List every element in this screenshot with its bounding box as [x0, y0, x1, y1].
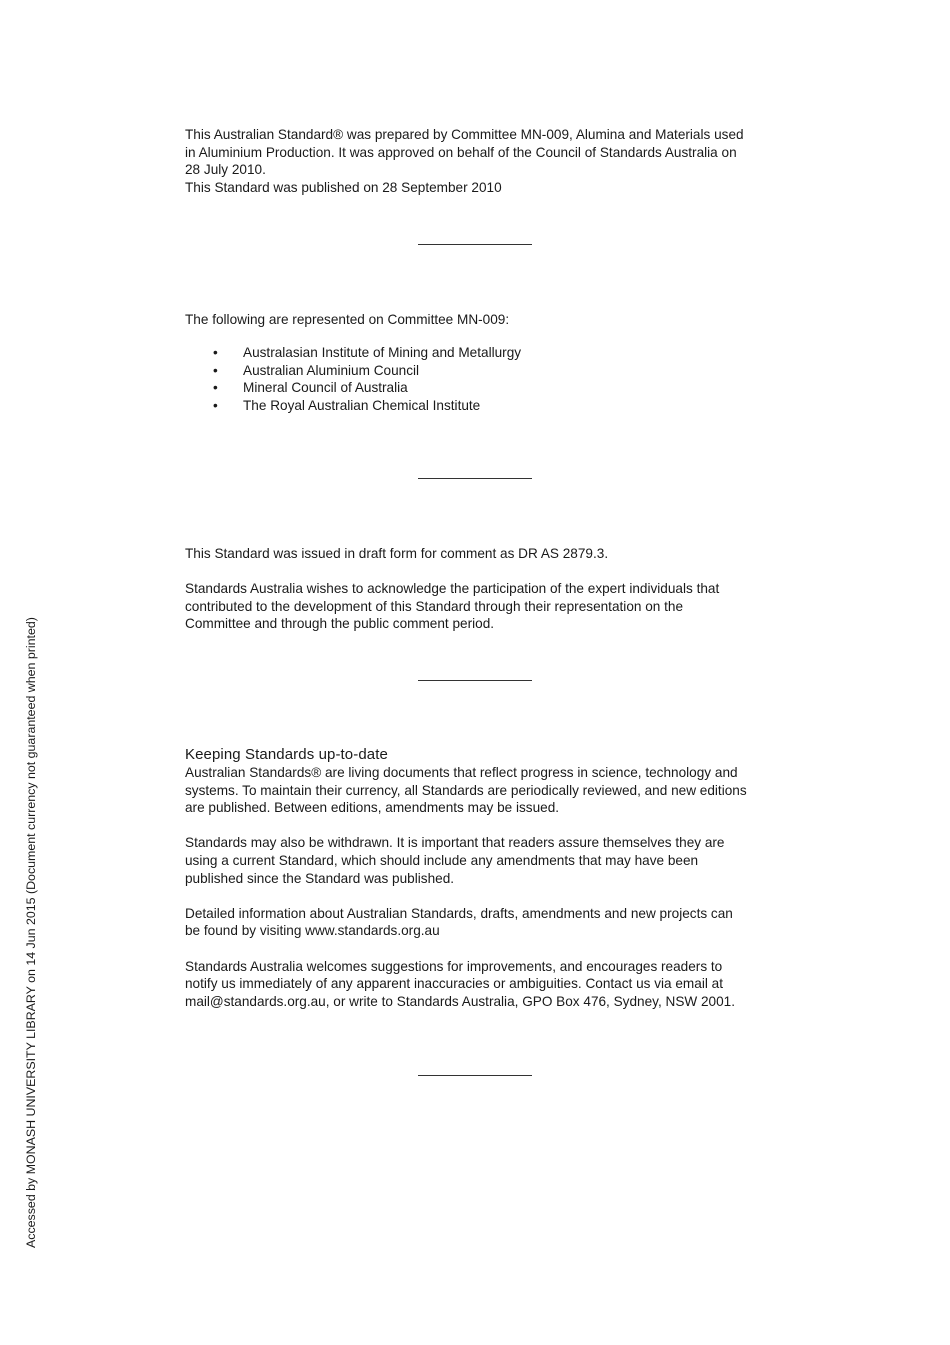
list-item: [185, 379, 521, 397]
publication-date-line: This Standard was published on 28 September 2010: [185, 179, 502, 195]
section-divider: [418, 244, 532, 245]
draft-block: [185, 545, 775, 633]
paragraph-line: Australian Standards® are living documents that reflect progress in science, technology and: [185, 765, 738, 780]
committee-intro-text: The following are represented on Committee MN-009:: [185, 312, 510, 327]
paragraph-line: Standards may also be withdrawn. It is important that readers assure themselves they are: [185, 835, 725, 851]
member-name: Australian Aluminium Council: [243, 362, 420, 378]
bullet-icon: •: [213, 345, 218, 360]
list-item: [185, 362, 521, 380]
preparation-line: 28 July 2010.: [185, 162, 266, 178]
committee-member-list: [185, 344, 521, 414]
preparation-line: in Aluminium Production. It was approved on behalf of the Council of Standards Australia on: [185, 144, 737, 160]
section-heading: Keeping Standards up-to-date: [185, 746, 388, 763]
section-divider: [418, 1075, 532, 1076]
paragraph-line: mail@standards.org.au, or write to Standards Australia, GPO Box 476, Sydney, NSW 2001.: [185, 993, 736, 1009]
paragraph-line: using a current Standard, which should include any amendments that may have been: [185, 852, 699, 868]
list-item: [185, 344, 521, 362]
list-item: [185, 397, 521, 415]
paragraph-line: be found by visiting www.standards.org.au: [185, 923, 440, 939]
paragraph-line: systems. To maintain their currency, all Standards are periodically reviewed, and new editions: [185, 782, 747, 798]
preparation-block: [185, 126, 775, 196]
acknowledgement-line: Committee and through the public comment period.: [185, 616, 495, 632]
committee-intro: [185, 311, 775, 329]
bullet-icon: •: [213, 362, 218, 378]
paragraph-line: notify us immediately of any apparent inaccuracies or ambiguities. Contact us via email at: [185, 976, 723, 992]
member-name: The Royal Australian Chemical Institute: [243, 397, 481, 413]
draft-issued-text: This Standard was issued in draft form for comment as DR AS 2879.3.: [185, 546, 609, 561]
bullet-icon: •: [213, 397, 218, 413]
acknowledgement-line: Standards Australia wishes to acknowledge the participation of the expert individuals that: [185, 581, 720, 597]
paragraph-line: Detailed information about Australian Standards, drafts, amendments and new projects can: [185, 905, 733, 921]
member-name: Australasian Institute of Mining and Metallurgy: [243, 345, 522, 360]
section-divider: [418, 478, 532, 479]
paragraph-line: published since the Standard was published.: [185, 870, 455, 886]
acknowledgement-line: contributed to the development of this Standard through their representation on the: [185, 598, 684, 614]
bullet-icon: •: [213, 380, 218, 396]
paragraph-line: Standards Australia welcomes suggestions for improvements, and encourages readers to: [185, 958, 723, 974]
keeping-standards-block: [185, 746, 775, 1010]
paragraph-line: are published. Between editions, amendments may be issued.: [185, 800, 560, 816]
section-divider: [418, 680, 532, 681]
access-watermark: Accessed by MONASH UNIVERSITY LIBRARY on 14 Jun 2015 (Document currency not guaranteed when printed): [24, 617, 38, 1248]
member-name: Mineral Council of Australia: [243, 380, 408, 396]
preparation-line: This Australian Standard® was prepared by Committee MN-009, Alumina and Materials used: [185, 127, 744, 142]
